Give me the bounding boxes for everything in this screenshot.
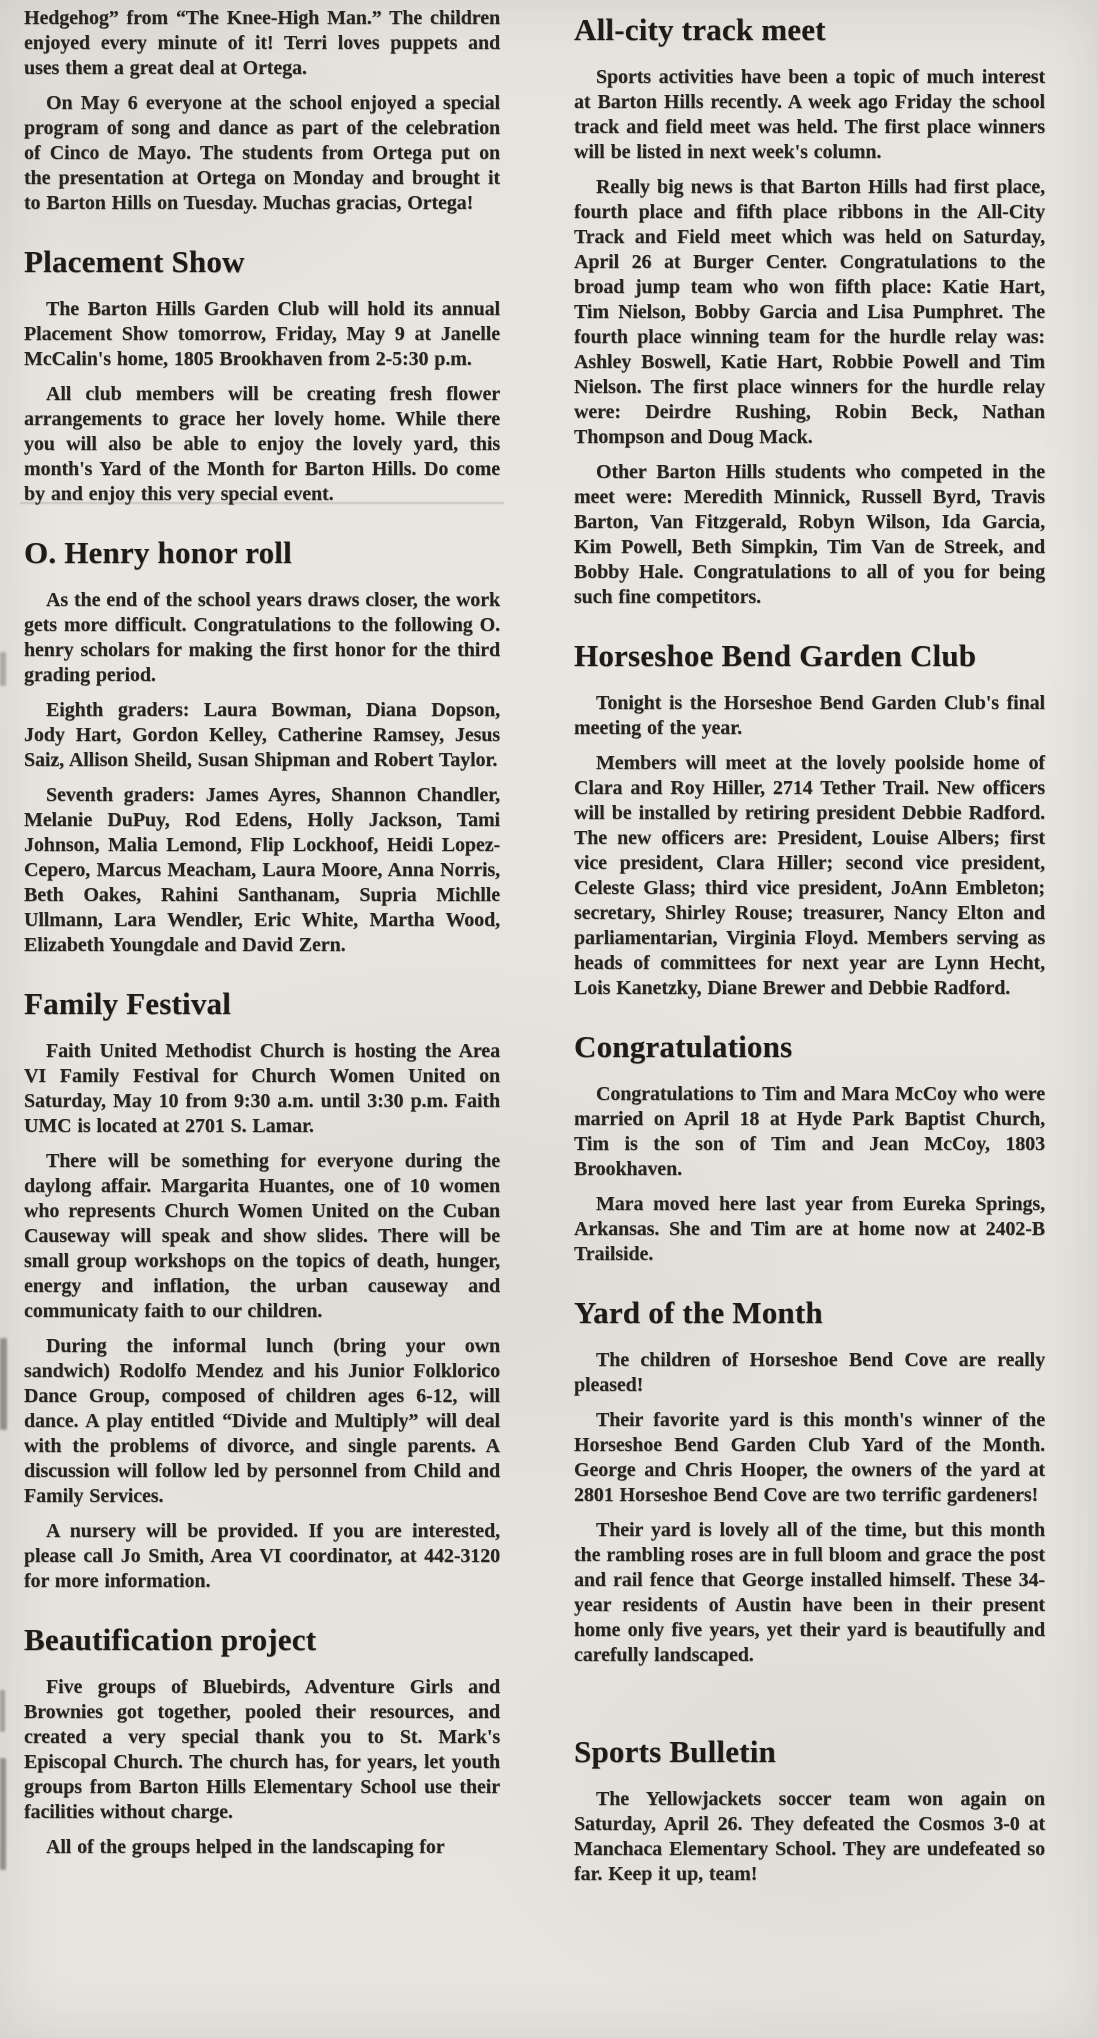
article-paragraph: The Barton Hills Garden Club will hold its annual Placement Show tomorrow, Friday, May 9 at Janelle McCalin's home, 1805 Brookhaven from 2-5:30 p.m. xyxy=(24,298,500,370)
article-paragraph: On May 6 everyone at the school enjoyed a special program of song and dance as part of the celebration of Cinco de Mayo. The students from Ortega put on the presentation at Ortega on Monday and brought it to Barton Hills on Tuesday. Muchas gracias, Ortega! xyxy=(24,92,500,214)
article-paragraph: Sports activities have been a topic of much interest at Barton Hills recently. A week ago Friday the school track and field meet was held. The first place winners will be listed in next week's column. xyxy=(574,66,1045,163)
article-paragraph: Members will meet at the lovely poolside home of Clara and Roy Hiller, 2714 Tether Trail. New officers will be installed by retiring president Debbie Radford. The new officers are: President, Louise Albers; first vice president, Clara Hiller; second vice president, Celeste Glass; third vice president, JoAnn Embleton; secretary, Shirley Rouse; treasurer, Nancy Elton and parliamentarian, Virginia Floyd. Members serving as heads of committees for next year are Lynn Hecht, Lois Kanetzky, Diane Brewer and Debbie Radford. xyxy=(574,752,1045,999)
article-paragraph: There will be something for everyone during the daylong affair. Margarita Huantes, one of 10 women who represents Church Women United on the Cuban Causeway will speak and show slides. There will be small group workshops on the topics of death, hunger, energy and inflation, the urban causeway and communicaty faith to our children. xyxy=(24,1150,500,1322)
article-paragraph: Hedgehog” from “The Knee-High Man.” The children enjoyed every minute of it! Terri loves puppets and uses them a great deal at Ortega. xyxy=(24,7,500,79)
article-paragraph: Tonight is the Horseshoe Bend Garden Club's final meeting of the year. xyxy=(574,692,1045,739)
headline-horseshoe-bend-garden-club: Horseshoe Bend Garden Club xyxy=(574,638,977,673)
article-paragraph: During the informal lunch (bring your own sandwich) Rodolfo Mendez and his Junior Folklorico Dance Group, composed of children ages 6-12, will dance. A play entitled “Divide and Multiply” will deal with the problems of divorce, and single parents. A discussion will follow led by personnel from Child and Family Services. xyxy=(24,1335,500,1507)
article-paragraph: Other Barton Hills students who competed in the meet were: Meredith Minnick, Russell Byrd, Travis Barton, Van Fitzgerald, Robyn Wilson, Ida Garcia, Kim Powell, Beth Simpkin, Tim Van de Streek, and Bobby Hale. Congratulations to all of you for being such fine competitors. xyxy=(574,461,1045,608)
article-paragraph: Really big news is that Barton Hills had first place, fourth place and fifth place ribbons in the All-City Track and Field meet which was held on Saturday, April 26 at Burger Center. Congratulations to the broad jump team who won fifth place: Katie Hart, Tim Nielson, Bobby Garcia and Lisa Pumphret. The fourth place winning team for the hurdle relay was: Ashley Boswell, Katie Hart, Robbie Powell and Tim Nielson. The first place winners for the hurdle relay were: Deirdre Rushing, Robin Beck, Nathan Thompson and Doug Mack. xyxy=(574,176,1045,448)
article-paragraph: Eighth graders: Laura Bowman, Diana Dopson, Jody Hart, Gordon Kelley, Catherine Ramsey, Jesus Saiz, Allison Sheild, Susan Shipman and Robert Taylor. xyxy=(24,699,500,771)
article-paragraph: Their favorite yard is this month's winner of the Horseshoe Bend Garden Club Yard of the Month. George and Chris Hooper, the owners of the yard at 2801 Horseshoe Bend Cove are two terrific gardeners! xyxy=(574,1409,1045,1506)
article-paragraph: All club members will be creating fresh flower arrangements to grace her lovely home. While there you will also be able to enjoy the lovely yard, this month's Yard of the Month for Barton Hills. Do come by and enjoy this very special event. xyxy=(24,383,500,505)
article-paragraph: Congratulations to Tim and Mara McCoy who were married on April 18 at Hyde Park Baptist Church, Tim is the son of Tim and Jean McCoy, 1803 Brookhaven. xyxy=(574,1083,1045,1180)
article-paragraph: All of the groups helped in the landscaping for xyxy=(46,1836,445,1858)
headline-placement-show: Placement Show xyxy=(24,244,245,279)
article-paragraph: Mara moved here last year from Eureka Springs, Arkansas. She and Tim are at home now at 2402-B Trailside. xyxy=(574,1193,1045,1265)
article-paragraph: As the end of the school years draws closer, the work gets more difficult. Congratulations to the following O. henry scholars for making the first honor for the third grading period. xyxy=(24,589,500,686)
headline-yard-of-the-month: Yard of the Month xyxy=(574,1295,823,1330)
headline-beautification-project: Beautification project xyxy=(24,1622,317,1657)
article-paragraph: The children of Horseshoe Bend Cove are really pleased! xyxy=(574,1349,1045,1396)
article-paragraph: Their yard is lovely all of the time, but this month the rambling roses are in full bloom and grace the post and rail fence that George installed himself. These 34-year residents of Austin have been in their present home only five years, yet their yard is beautifully and carefully landscaped. xyxy=(574,1519,1045,1666)
headline-all-city-track-meet: All-city track meet xyxy=(574,12,826,47)
article-paragraph: Five groups of Bluebirds, Adventure Girls and Brownies got together, pooled their resources, and created a very special thank you to St. Mark's Episcopal Church. The church has, for years, let youth groups from Barton Hills Elementary School use their facilities without charge. xyxy=(24,1676,500,1823)
headline-family-festival: Family Festival xyxy=(24,986,232,1021)
headline-o-henry-honor-roll: O. Henry honor roll xyxy=(24,535,292,570)
headline-sports-bulletin: Sports Bulletin xyxy=(574,1734,776,1769)
headline-congratulations: Congratulations xyxy=(574,1029,793,1064)
article-paragraph: Faith United Methodist Church is hosting the Area VI Family Festival for Church Women United on Saturday, May 10 from 9:30 a.m. until 3:30 p.m. Faith UMC is located at 2701 S. Lamar. xyxy=(24,1040,500,1137)
left-column xyxy=(24,6,500,1897)
article-paragraph: Seventh graders: James Ayres, Shannon Chandler, Melanie DuPuy, Rod Edens, Holly Jackson, Tami Johnson, Malia Lemond, Flip Lockhoof, Heidi Lopez-Cepero, Marcus Meacham, Laura Moore, Anna Norris, Beth Oakes, Rahini Santhanam, Supria Michlle Ullmann, Lara Wendler, Eric White, Martha Wood, Elizabeth Youngdale and David Zern. xyxy=(24,784,500,956)
article-paragraph: The Yellowjackets soccer team won again on Saturday, April 26. They defeated the Cosmos 3-0 at Manchaca Elementary School. They are undefeated so far. Keep it up, team! xyxy=(574,1788,1045,1885)
right-column xyxy=(574,6,1045,1897)
article-paragraph: A nursery will be provided. If you are interested, please call Jo Smith, Area VI coordinator, at 442-3120 for more information. xyxy=(24,1520,500,1592)
